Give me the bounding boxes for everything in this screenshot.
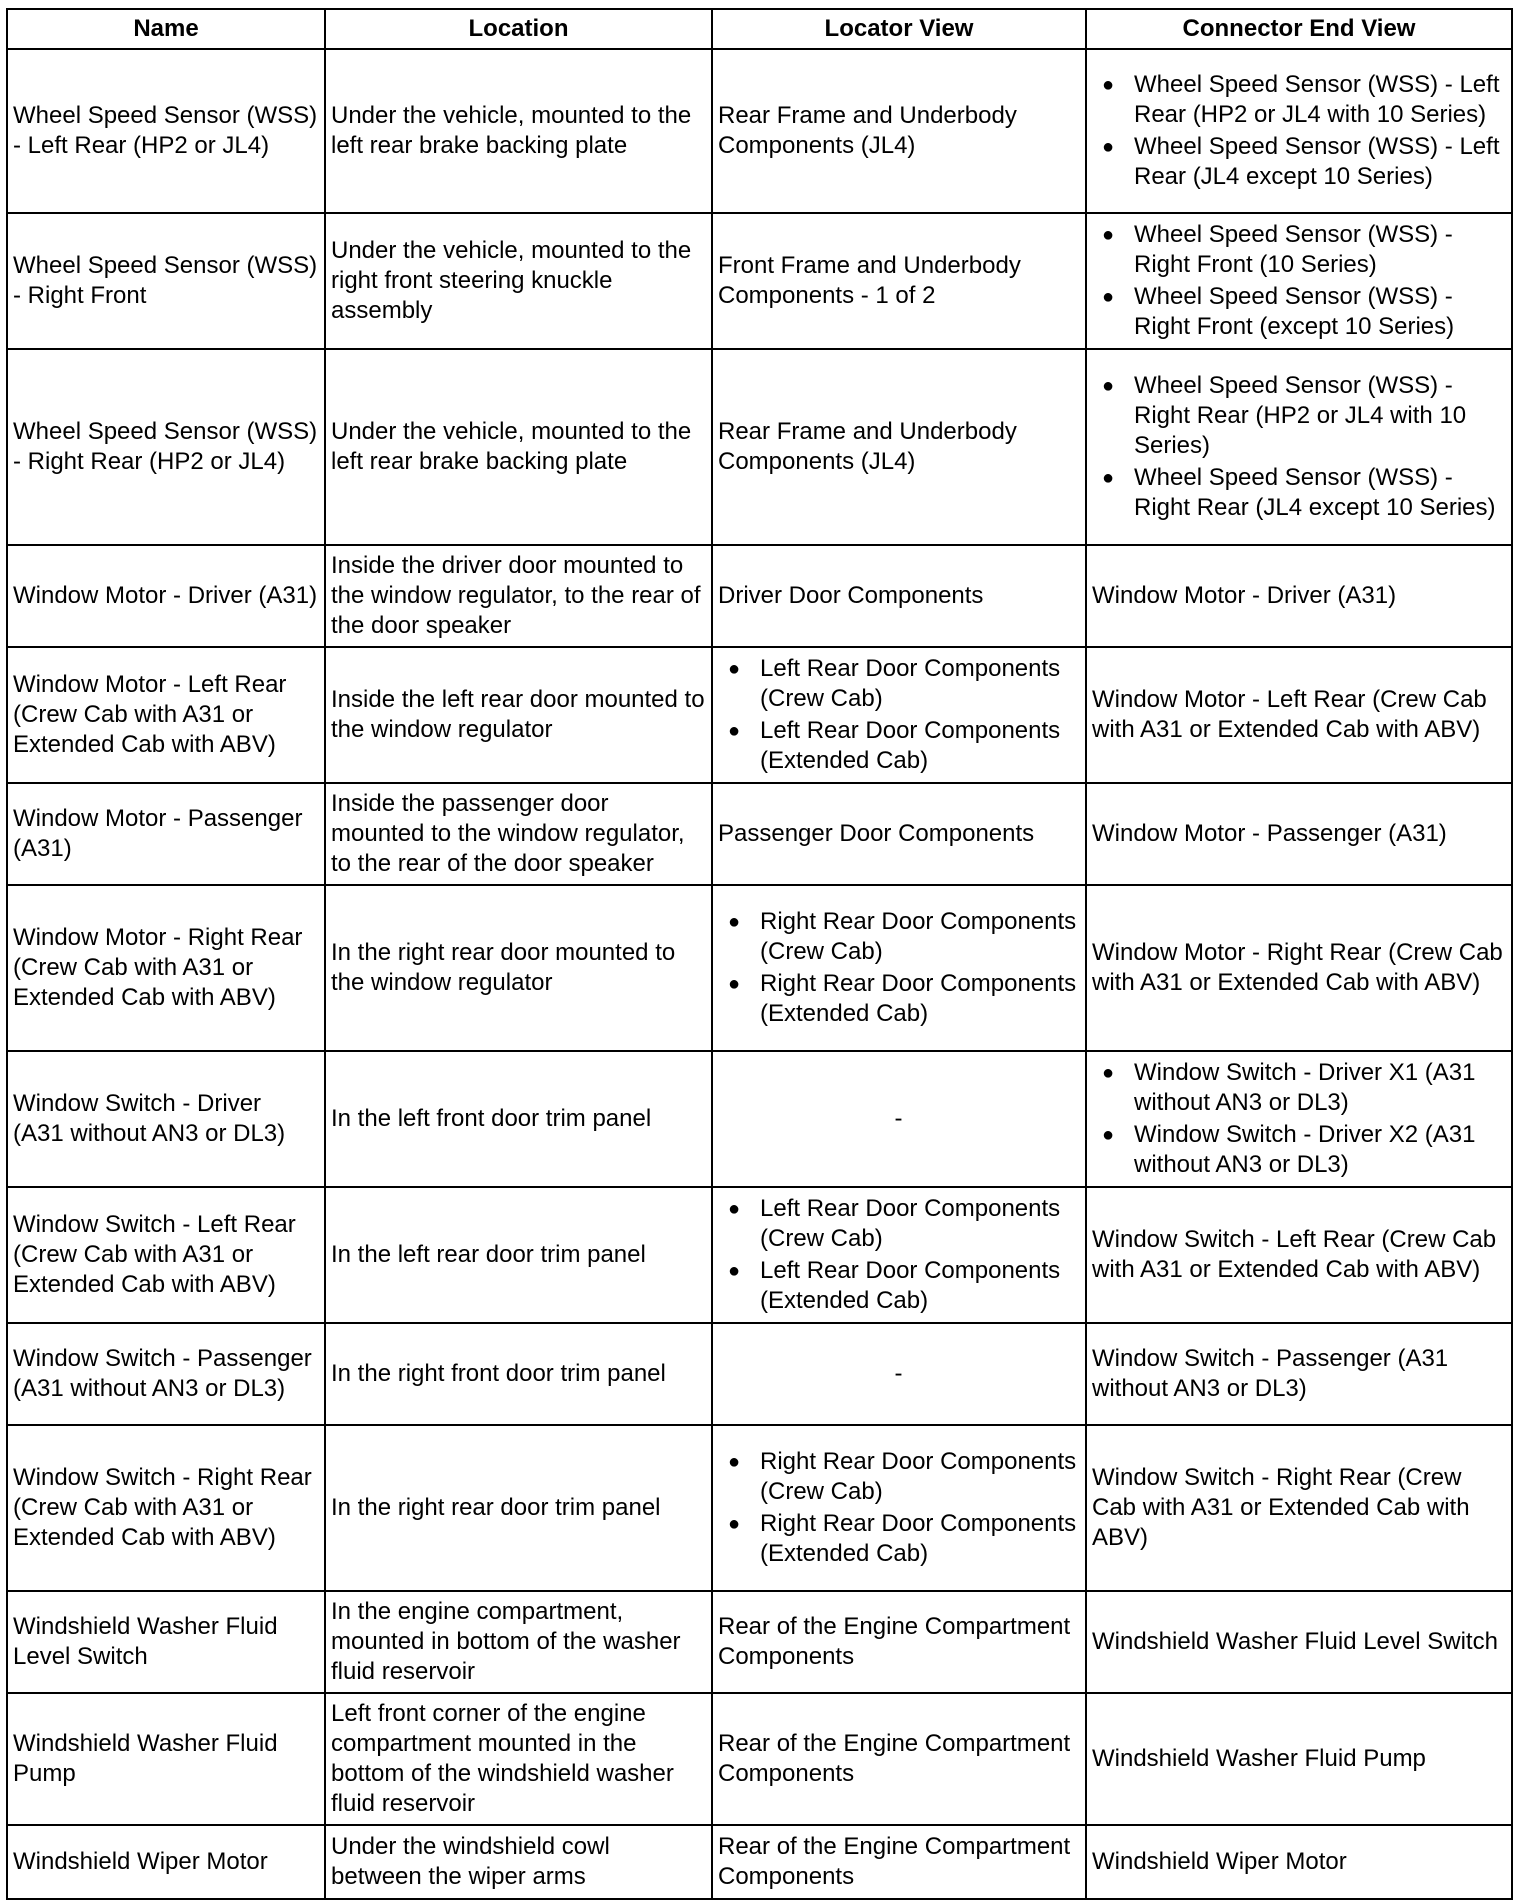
cell-locator-view: Rear Frame and Underbody Components (JL4) (712, 49, 1086, 213)
table-row (7, 1591, 1512, 1693)
cell-locator-view: Rear of the Engine Compartment Components (712, 1825, 1086, 1899)
cell-connector-end-view (1086, 349, 1512, 545)
cell-location: Under the vehicle, mounted to the left rear brake backing plate (325, 349, 712, 545)
list-item: ● Right Rear Door Components (Extended Cab) (718, 1509, 1079, 1569)
cell-locator-view (712, 885, 1086, 1051)
cell-locator-view: Rear of the Engine Compartment Components (712, 1693, 1086, 1825)
list-item: ● Wheel Speed Sensor (WSS) - Right Rear (JL4 except 10 Series) (1092, 463, 1505, 523)
cell-connector-end-view: Window Switch - Left Rear (Crew Cab with A31 or Extended Cab with ABV) (1086, 1187, 1512, 1323)
header-name: Name (7, 9, 325, 49)
cell-location: Inside the passenger door mounted to the window regulator, to the rear of the door speaker (325, 783, 712, 885)
table-row (7, 49, 1512, 213)
list-item: ● Wheel Speed Sensor (WSS) - Right Rear (HP2 or JL4 with 10 Series) (1092, 371, 1505, 461)
cell-connector-end-view: Windshield Wiper Motor (1086, 1825, 1512, 1899)
component-locator-table (6, 8, 1513, 1900)
cell-name: Window Motor - Left Rear (Crew Cab with A31 or Extended Cab with ABV) (7, 647, 325, 783)
cell-name: Window Motor - Right Rear (Crew Cab with A31 or Extended Cab with ABV) (7, 885, 325, 1051)
cell-locator-view: Passenger Door Components (712, 783, 1086, 885)
cell-location: In the right front door trim panel (325, 1323, 712, 1425)
cell-connector-end-view (1086, 213, 1512, 349)
table-row (7, 1693, 1512, 1825)
table-row (7, 213, 1512, 349)
header-connector-end-view: Connector End View (1086, 9, 1512, 49)
table-row (7, 1187, 1512, 1323)
cell-location: In the engine compartment, mounted in bottom of the washer fluid reservoir (325, 1591, 712, 1693)
list-item: ● Right Rear Door Components (Crew Cab) (718, 907, 1079, 967)
cell-location: In the right rear door trim panel (325, 1425, 712, 1591)
cell-name: Window Motor - Driver (A31) (7, 545, 325, 647)
cell-location: Under the vehicle, mounted to the right front steering knuckle assembly (325, 213, 712, 349)
header-locator-view: Locator View (712, 9, 1086, 49)
cell-location: Under the windshield cowl between the wiper arms (325, 1825, 712, 1899)
list-item: ● Window Switch - Driver X1 (A31 without AN3 or DL3) (1092, 1058, 1505, 1118)
table-row (7, 1051, 1512, 1187)
cell-locator-view (712, 1425, 1086, 1591)
cell-connector-end-view: Window Switch - Right Rear (Crew Cab with A31 or Extended Cab with ABV) (1086, 1425, 1512, 1591)
cell-connector-end-view: Windshield Washer Fluid Pump (1086, 1693, 1512, 1825)
cell-name: Wheel Speed Sensor (WSS) - Left Rear (HP2 or JL4) (7, 49, 325, 213)
cell-name: Windshield Washer Fluid Level Switch (7, 1591, 325, 1693)
list-item: ● Left Rear Door Components (Crew Cab) (718, 654, 1079, 714)
cell-name: Windshield Washer Fluid Pump (7, 1693, 325, 1825)
table-header-row (7, 9, 1512, 49)
cell-name: Windshield Wiper Motor (7, 1825, 325, 1899)
table-row (7, 1825, 1512, 1899)
cell-name: Window Switch - Passenger (A31 without AN3 or DL3) (7, 1323, 325, 1425)
cell-location: Under the vehicle, mounted to the left rear brake backing plate (325, 49, 712, 213)
cell-location: In the left rear door trim panel (325, 1187, 712, 1323)
list-item: ● Window Switch - Driver X2 (A31 without AN3 or DL3) (1092, 1120, 1505, 1180)
cell-connector-end-view (1086, 49, 1512, 213)
cell-locator-view-list (718, 1194, 1079, 1316)
cell-locator-view-list (718, 907, 1079, 1029)
cell-location: In the left front door trim panel (325, 1051, 712, 1187)
list-item: ● Wheel Speed Sensor (WSS) - Left Rear (HP2 or JL4 with 10 Series) (1092, 70, 1505, 130)
table-row (7, 1425, 1512, 1591)
cell-location: Inside the left rear door mounted to the window regulator (325, 647, 712, 783)
list-item: ● Right Rear Door Components (Extended Cab) (718, 969, 1079, 1029)
cell-locator-view: - (712, 1051, 1086, 1187)
cell-name: Window Switch - Right Rear (Crew Cab with A31 or Extended Cab with ABV) (7, 1425, 325, 1591)
cell-connector-end-view: Window Switch - Passenger (A31 without AN3 or DL3) (1086, 1323, 1512, 1425)
table-row (7, 545, 1512, 647)
list-item: ● Wheel Speed Sensor (WSS) - Right Front (except 10 Series) (1092, 282, 1505, 342)
cell-locator-view: Rear Frame and Underbody Components (JL4) (712, 349, 1086, 545)
cell-location: In the right rear door mounted to the window regulator (325, 885, 712, 1051)
cell-connector-end-view: Window Motor - Passenger (A31) (1086, 783, 1512, 885)
cell-locator-view (712, 647, 1086, 783)
cell-connector-end-view-list (1092, 371, 1505, 523)
cell-name: Wheel Speed Sensor (WSS) - Right Rear (HP2 or JL4) (7, 349, 325, 545)
table-row (7, 885, 1512, 1051)
cell-locator-view: Front Frame and Underbody Components - 1 of 2 (712, 213, 1086, 349)
cell-locator-view-list (718, 1447, 1079, 1569)
cell-locator-view: - (712, 1323, 1086, 1425)
cell-name: Window Switch - Left Rear (Crew Cab with A31 or Extended Cab with ABV) (7, 1187, 325, 1323)
cell-connector-end-view-list (1092, 70, 1505, 192)
component-locator-document (6, 8, 1511, 1900)
cell-locator-view: Rear of the Engine Compartment Components (712, 1591, 1086, 1693)
cell-name: Wheel Speed Sensor (WSS) - Right Front (7, 213, 325, 349)
list-item: ● Wheel Speed Sensor (WSS) - Right Front (10 Series) (1092, 220, 1505, 280)
header-location: Location (325, 9, 712, 49)
list-item: ● Wheel Speed Sensor (WSS) - Left Rear (JL4 except 10 Series) (1092, 132, 1505, 192)
cell-connector-end-view-list (1092, 220, 1505, 342)
list-item: ● Right Rear Door Components (Crew Cab) (718, 1447, 1079, 1507)
cell-locator-view (712, 1187, 1086, 1323)
list-item: ● Left Rear Door Components (Extended Cab) (718, 1256, 1079, 1316)
cell-location: Inside the driver door mounted to the window regulator, to the rear of the door speaker (325, 545, 712, 647)
table-row (7, 1323, 1512, 1425)
table-row (7, 349, 1512, 545)
cell-connector-end-view: Window Motor - Driver (A31) (1086, 545, 1512, 647)
cell-connector-end-view-list (1092, 1058, 1505, 1180)
cell-connector-end-view: Window Motor - Right Rear (Crew Cab with A31 or Extended Cab with ABV) (1086, 885, 1512, 1051)
cell-name: Window Switch - Driver (A31 without AN3 or DL3) (7, 1051, 325, 1187)
cell-connector-end-view: Windshield Washer Fluid Level Switch (1086, 1591, 1512, 1693)
cell-name: Window Motor - Passenger (A31) (7, 783, 325, 885)
cell-connector-end-view: Window Motor - Left Rear (Crew Cab with A31 or Extended Cab with ABV) (1086, 647, 1512, 783)
table-row (7, 647, 1512, 783)
cell-locator-view: Driver Door Components (712, 545, 1086, 647)
cell-connector-end-view (1086, 1051, 1512, 1187)
cell-locator-view-list (718, 654, 1079, 776)
list-item: ● Left Rear Door Components (Extended Cab) (718, 716, 1079, 776)
cell-location: Left front corner of the engine compartment mounted in the bottom of the windshield washer fluid reservoir (325, 1693, 712, 1825)
table-row (7, 783, 1512, 885)
list-item: ● Left Rear Door Components (Crew Cab) (718, 1194, 1079, 1254)
